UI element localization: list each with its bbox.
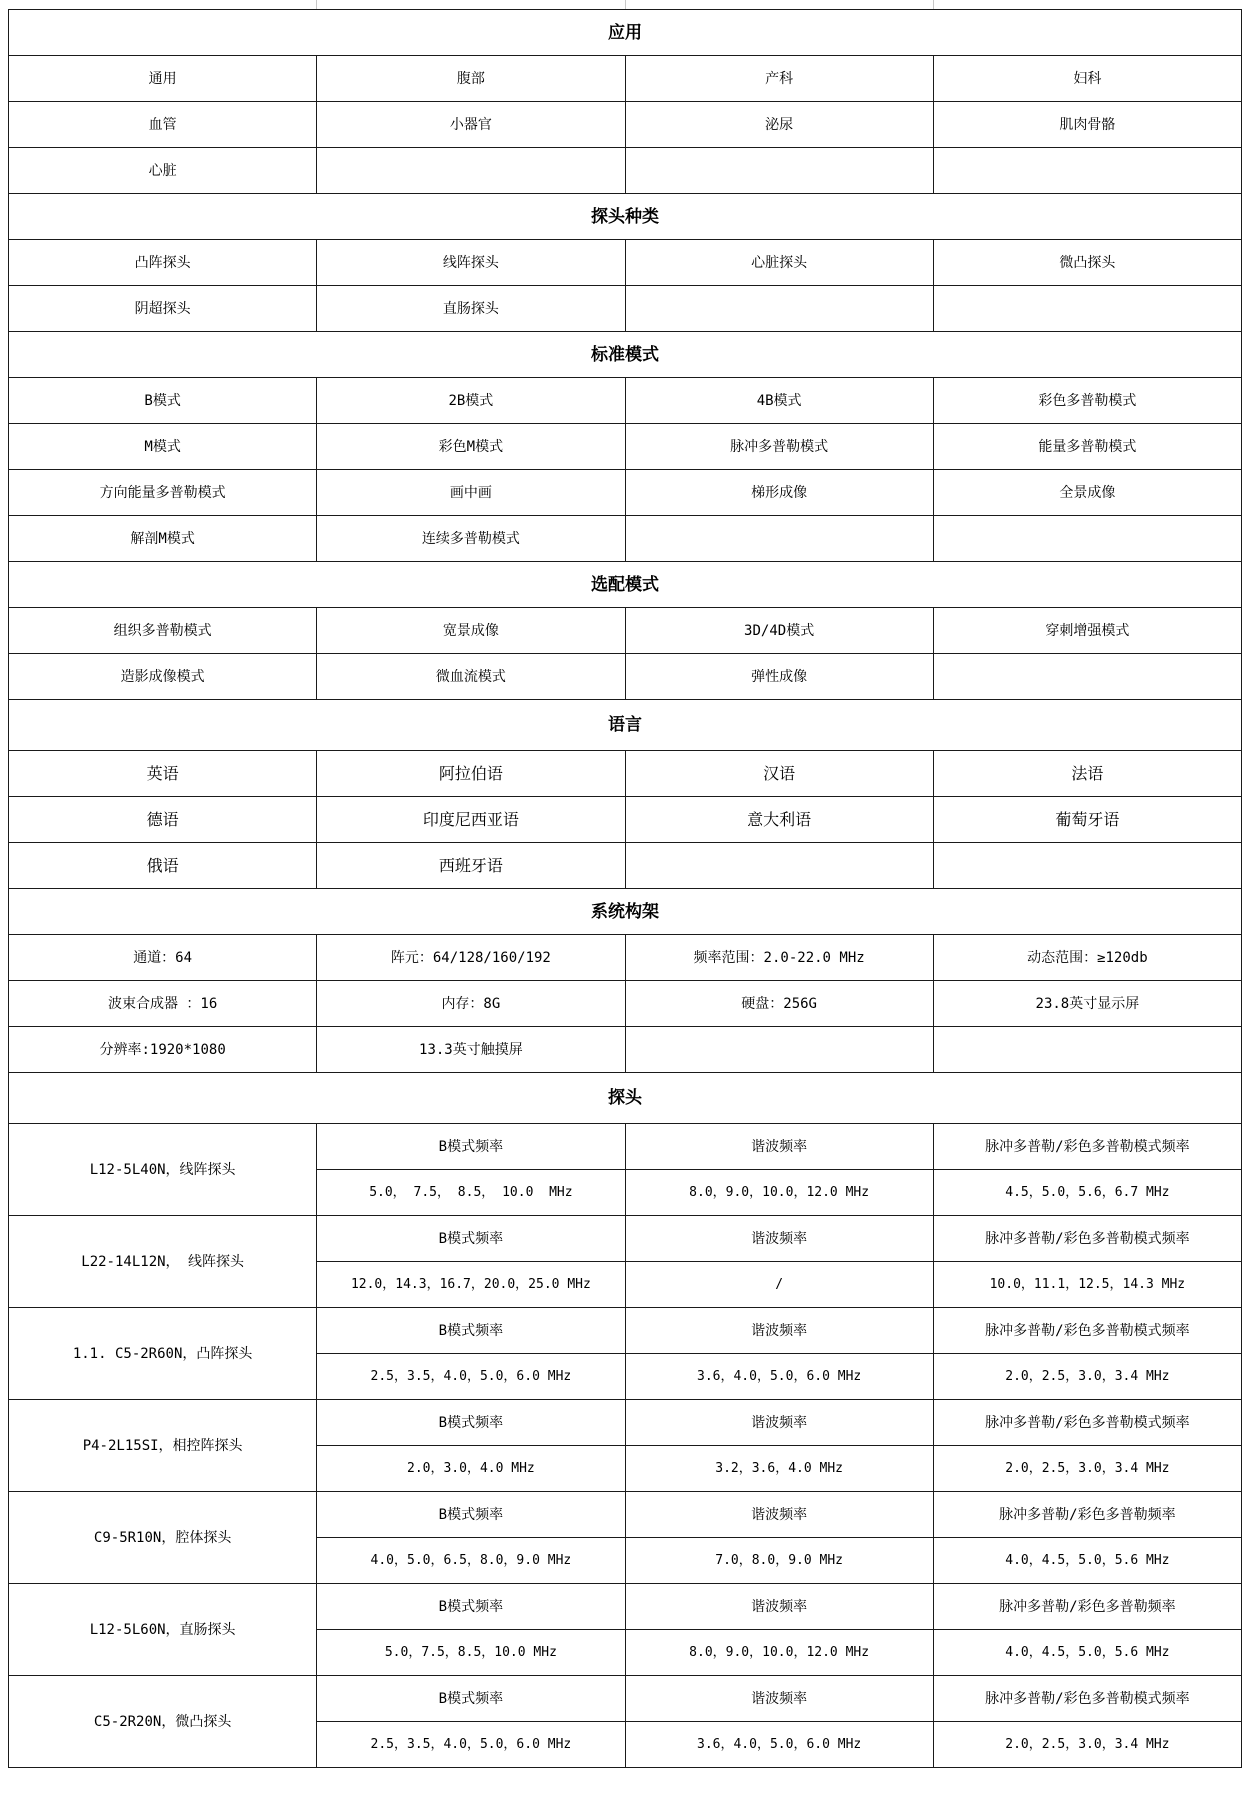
system-spec-item: 波束合成器 ：16 (9, 981, 317, 1027)
standard-mode-item: 能量多普勒模式 (933, 424, 1241, 470)
probe-value: 8.0，9.0，10.0，12.0 MHz (625, 1630, 933, 1676)
probe-column-header: B模式频率 (317, 1584, 625, 1630)
probe-column-header: 脉冲多普勒/彩色多普勒频率 (933, 1492, 1241, 1538)
optional-mode-title: 选配模式 (9, 562, 1242, 608)
standard-mode-item: 彩色多普勒模式 (933, 378, 1241, 424)
standard-mode-item: 4B模式 (625, 378, 933, 424)
system-spec-item: 阵元：64/128/160/192 (317, 935, 625, 981)
probe-value: 2.0，2.5，3.0，3.4 MHz (933, 1722, 1241, 1768)
table-row (9, 751, 1242, 797)
table-row (9, 935, 1242, 981)
probe-value: 2.0，2.5，3.0，3.4 MHz (933, 1354, 1241, 1400)
empty-cell (625, 148, 933, 194)
empty-cell (933, 654, 1241, 700)
system-spec-item: 内存：8G (317, 981, 625, 1027)
language-item: 法语 (933, 751, 1241, 797)
table-row (9, 470, 1242, 516)
probe-header-row (9, 1584, 1242, 1630)
system-spec-item: 13.3英寸触摸屏 (317, 1027, 625, 1073)
probe-column-header: B模式频率 (317, 1308, 625, 1354)
probe-column-header: 脉冲多普勒/彩色多普勒频率 (933, 1584, 1241, 1630)
application-item: 产科 (625, 56, 933, 102)
probe-value: 2.5，3.5，4.0，5.0，6.0 MHz (317, 1722, 625, 1768)
standard-mode-item: 2B模式 (317, 378, 625, 424)
probe-column-header: 脉冲多普勒/彩色多普勒模式频率 (933, 1676, 1241, 1722)
language-item: 印度尼西亚语 (317, 797, 625, 843)
probe-header-row (9, 1216, 1242, 1262)
empty-cell (933, 1027, 1241, 1073)
table-row (9, 1027, 1242, 1073)
table-row (9, 843, 1242, 889)
empty-cell (317, 148, 625, 194)
probe-column-header: 谐波频率 (625, 1124, 933, 1170)
empty-cell (933, 286, 1241, 332)
standard-mode-item: 梯形成像 (625, 470, 933, 516)
probe-value: 5.0，7.5，8.5，10.0 MHz (317, 1630, 625, 1676)
application-item: 小器官 (317, 102, 625, 148)
application-item: 腹部 (317, 56, 625, 102)
language-item: 葡萄牙语 (933, 797, 1241, 843)
probes-title: 探头 (9, 1073, 1242, 1124)
language-item: 汉语 (625, 751, 933, 797)
empty-cell (625, 1027, 933, 1073)
system-spec-item: 通道：64 (9, 935, 317, 981)
probe-value: 8.0，9.0，10.0，12.0 MHz (625, 1170, 933, 1216)
section-header-row (9, 700, 1242, 751)
optional-mode-item: 宽景成像 (317, 608, 625, 654)
application-title: 应用 (9, 10, 1242, 56)
system-spec-item: 频率范围：2.0-22.0 MHz (625, 935, 933, 981)
probe-value: 4.5，5.0，5.6，6.7 MHz (933, 1170, 1241, 1216)
probe-column-header: 谐波频率 (625, 1676, 933, 1722)
table-row (9, 654, 1242, 700)
probe-type-item: 心脏探头 (625, 240, 933, 286)
probe-name: L12-5L40N，线阵探头 (9, 1124, 317, 1216)
standard-mode-item: B模式 (9, 378, 317, 424)
probe-header-row (9, 1124, 1242, 1170)
section-header-row (9, 889, 1242, 935)
system-spec-item: 分辨率:1920*1080 (9, 1027, 317, 1073)
optional-mode-item: 弹性成像 (625, 654, 933, 700)
probe-column-header: 谐波频率 (625, 1584, 933, 1630)
probe-type-item: 直肠探头 (317, 286, 625, 332)
probe-column-header: 脉冲多普勒/彩色多普勒模式频率 (933, 1124, 1241, 1170)
probe-value: / (625, 1262, 933, 1308)
table-row (9, 286, 1242, 332)
probe-name: L22-14L12N， 线阵探头 (9, 1216, 317, 1308)
probe-value: 7.0，8.0，9.0 MHz (625, 1538, 933, 1584)
probe-column-header: B模式频率 (317, 1400, 625, 1446)
spec-table (8, 9, 1242, 1768)
table-row (9, 608, 1242, 654)
page-edge-line (316, 0, 317, 9)
optional-mode-item: 造影成像模式 (9, 654, 317, 700)
table-row (9, 424, 1242, 470)
probe-name: L12-5L60N，直肠探头 (9, 1584, 317, 1676)
probe-value: 2.5，3.5，4.0，5.0，6.0 MHz (317, 1354, 625, 1400)
language-item: 德语 (9, 797, 317, 843)
probe-value: 10.0，11.1，12.5，14.3 MHz (933, 1262, 1241, 1308)
table-row (9, 797, 1242, 843)
optional-mode-item: 3D/4D模式 (625, 608, 933, 654)
application-item: 肌肉骨骼 (933, 102, 1241, 148)
probe-name: C9-5R10N，腔体探头 (9, 1492, 317, 1584)
probe-type-item: 线阵探头 (317, 240, 625, 286)
section-header-row (9, 562, 1242, 608)
probe-header-row (9, 1400, 1242, 1446)
probe-name: P4-2L15SI，相控阵探头 (9, 1400, 317, 1492)
page-edge-line (625, 0, 626, 9)
probe-type-item: 凸阵探头 (9, 240, 317, 286)
table-row (9, 516, 1242, 562)
standard-mode-item: 解剖M模式 (9, 516, 317, 562)
language-item: 英语 (9, 751, 317, 797)
probe-value: 5.0， 7.5， 8.5， 10.0 MHz (317, 1170, 625, 1216)
standard-mode-item: 彩色M模式 (317, 424, 625, 470)
system-spec-item: 23.8英寸显示屏 (933, 981, 1241, 1027)
standard-mode-item: 方向能量多普勒模式 (9, 470, 317, 516)
probe-column-header: 脉冲多普勒/彩色多普勒模式频率 (933, 1400, 1241, 1446)
empty-cell (933, 843, 1241, 889)
standard-mode-item: 画中画 (317, 470, 625, 516)
probe-value: 2.0，3.0，4.0 MHz (317, 1446, 625, 1492)
language-item: 意大利语 (625, 797, 933, 843)
section-header-row (9, 1073, 1242, 1124)
probe-value: 4.0，4.5，5.0，5.6 MHz (933, 1630, 1241, 1676)
probe-type-item: 阴超探头 (9, 286, 317, 332)
optional-mode-item: 组织多普勒模式 (9, 608, 317, 654)
probe-name: C5-2R20N，微凸探头 (9, 1676, 317, 1768)
table-row (9, 378, 1242, 424)
table-row (9, 148, 1242, 194)
language-title: 语言 (9, 700, 1242, 751)
empty-cell (625, 516, 933, 562)
empty-cell (933, 148, 1241, 194)
probe-column-header: 谐波频率 (625, 1216, 933, 1262)
probe-name: 1.1. C5-2R60N，凸阵探头 (9, 1308, 317, 1400)
section-header-row (9, 332, 1242, 378)
probe-column-header: B模式频率 (317, 1216, 625, 1262)
probe-header-row (9, 1676, 1242, 1722)
application-item: 心脏 (9, 148, 317, 194)
probe-header-row (9, 1308, 1242, 1354)
application-item: 妇科 (933, 56, 1241, 102)
table-row (9, 981, 1242, 1027)
standard-mode-item: M模式 (9, 424, 317, 470)
empty-cell (625, 286, 933, 332)
table-row (9, 56, 1242, 102)
table-row (9, 240, 1242, 286)
page-edge-line (933, 0, 934, 9)
probe-type-item: 微凸探头 (933, 240, 1241, 286)
probe-column-header: 谐波频率 (625, 1492, 933, 1538)
section-header-row (9, 194, 1242, 240)
application-item: 泌尿 (625, 102, 933, 148)
application-item: 通用 (9, 56, 317, 102)
probe-type-title: 探头种类 (9, 194, 1242, 240)
probe-value: 4.0，5.0，6.5，8.0，9.0 MHz (317, 1538, 625, 1584)
probe-column-header: B模式频率 (317, 1676, 625, 1722)
probe-header-row (9, 1492, 1242, 1538)
standard-mode-item: 脉冲多普勒模式 (625, 424, 933, 470)
probe-value: 3.6，4.0，5.0，6.0 MHz (625, 1722, 933, 1768)
standard-mode-item: 连续多普勒模式 (317, 516, 625, 562)
probe-column-header: B模式频率 (317, 1124, 625, 1170)
system-spec-item: 硬盘：256G (625, 981, 933, 1027)
probe-value: 3.6，4.0，5.0，6.0 MHz (625, 1354, 933, 1400)
empty-cell (625, 843, 933, 889)
probe-value: 3.2，3.6，4.0 MHz (625, 1446, 933, 1492)
standard-mode-item: 全景成像 (933, 470, 1241, 516)
system-spec-item: 动态范围：≥120db (933, 935, 1241, 981)
probe-column-header: 谐波频率 (625, 1308, 933, 1354)
empty-cell (933, 516, 1241, 562)
probe-column-header: B模式频率 (317, 1492, 625, 1538)
optional-mode-item: 微血流模式 (317, 654, 625, 700)
section-header-row (9, 10, 1242, 56)
language-item: 西班牙语 (317, 843, 625, 889)
system-architecture-title: 系统构架 (9, 889, 1242, 935)
language-item: 俄语 (9, 843, 317, 889)
optional-mode-item: 穿刺增强模式 (933, 608, 1241, 654)
probe-column-header: 脉冲多普勒/彩色多普勒模式频率 (933, 1308, 1241, 1354)
application-item: 血管 (9, 102, 317, 148)
probe-column-header: 谐波频率 (625, 1400, 933, 1446)
probe-value: 4.0，4.5，5.0，5.6 MHz (933, 1538, 1241, 1584)
standard-mode-title: 标准模式 (9, 332, 1242, 378)
probe-value: 12.0，14.3，16.7，20.0，25.0 MHz (317, 1262, 625, 1308)
probe-value: 2.0，2.5，3.0，3.4 MHz (933, 1446, 1241, 1492)
table-row (9, 102, 1242, 148)
language-item: 阿拉伯语 (317, 751, 625, 797)
probe-column-header: 脉冲多普勒/彩色多普勒模式频率 (933, 1216, 1241, 1262)
